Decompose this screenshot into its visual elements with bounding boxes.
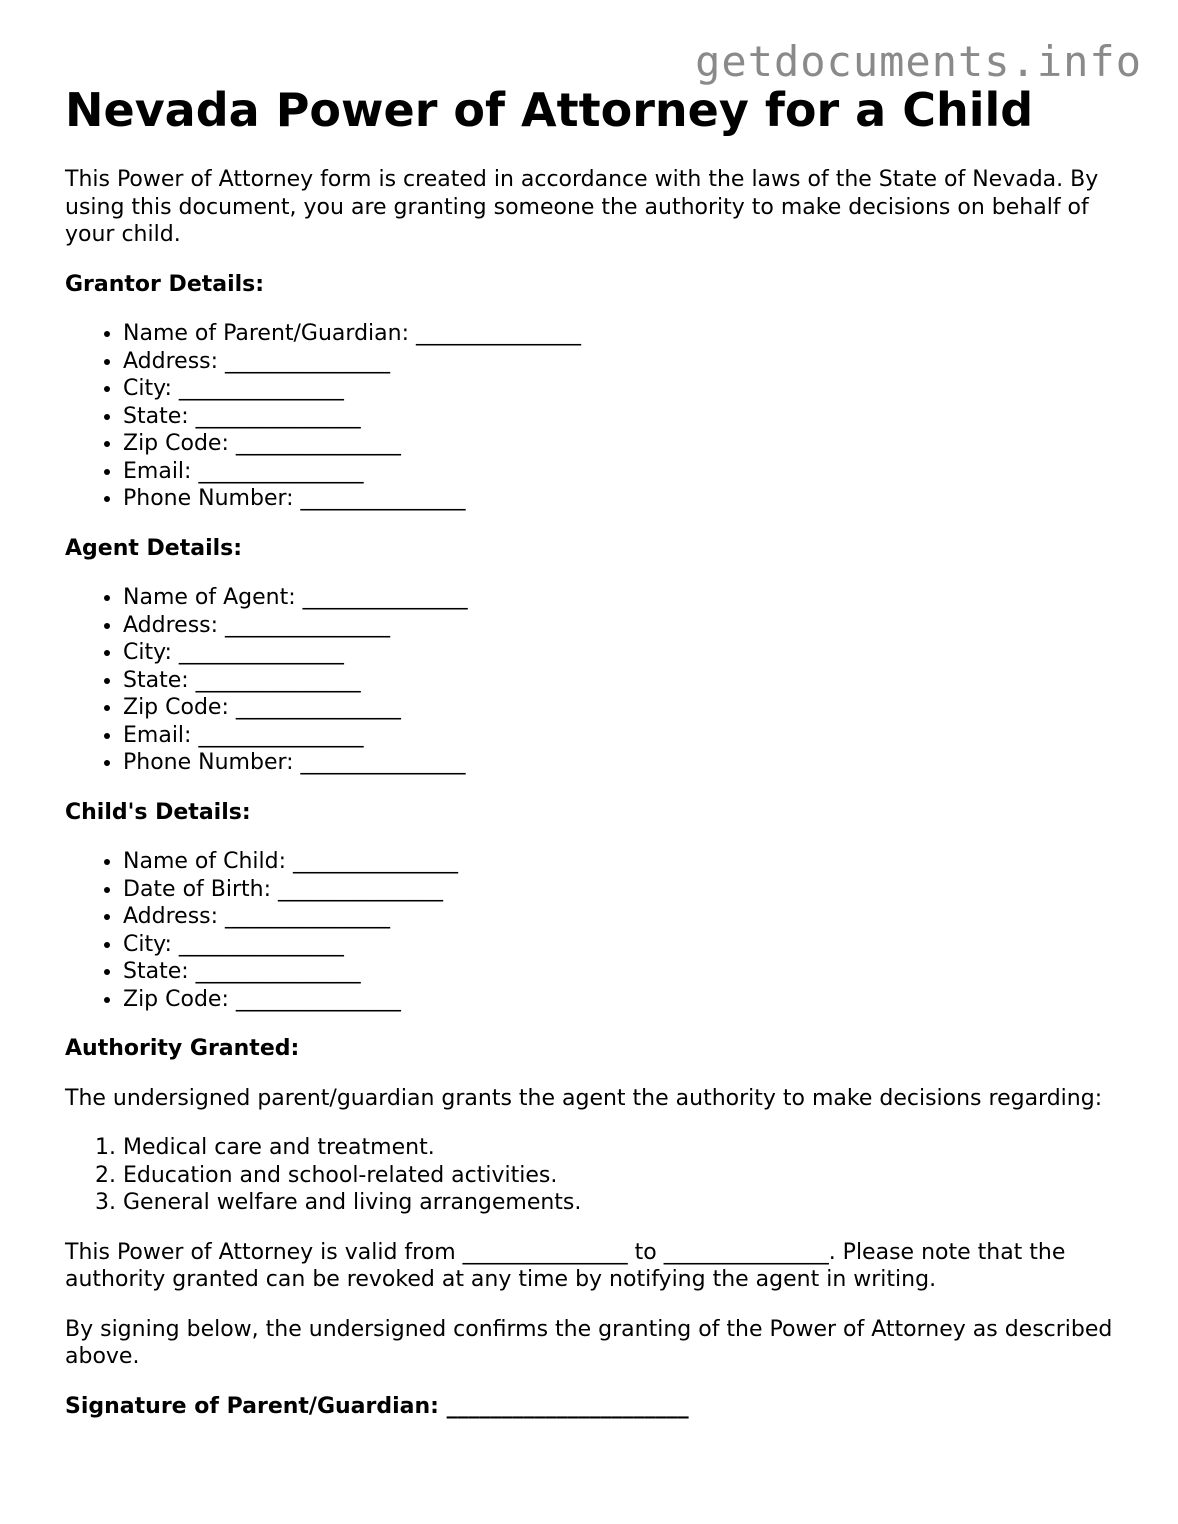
grantor-heading: Grantor Details:	[65, 271, 265, 297]
grantor-field-state: • State: _______________	[123, 403, 1135, 431]
grantor-field-parent-name: • Name of Parent/Guardian: _______________	[123, 320, 1135, 348]
grantor-field-email: • Email: _______________	[123, 458, 1135, 486]
agent-field-zip: • Zip Code: _______________	[123, 694, 1135, 722]
agent-field-name: • Name of Agent: _______________	[123, 584, 1135, 612]
child-field-zip: • Zip Code: _______________	[123, 986, 1135, 1014]
authority-item-medical: 1. Medical care and treatment.	[123, 1134, 1135, 1162]
grantor-fields-list	[65, 320, 1135, 513]
authority-item-welfare: 3. General welfare and living arrangements.	[123, 1189, 1135, 1217]
authority-heading: Authority Granted:	[65, 1036, 300, 1061]
agent-field-state: • State: _______________	[123, 667, 1135, 695]
agent-fields-list	[65, 584, 1135, 777]
agent-field-phone: • Phone Number: _______________	[123, 749, 1135, 777]
agent-heading: Agent Details:	[65, 535, 243, 561]
validity-paragraph: This Power of Attorney is valid from _______________ to _______________. Please note that the authority granted can be revoked at any time by notifying the agent in writing.	[65, 1239, 1066, 1292]
authority-paragraph: The undersigned parent/guardian grants the agent the authority to make decisions regarding:	[65, 1085, 1103, 1111]
agent-field-address: • Address: _______________	[123, 612, 1135, 640]
signature-line: Signature of Parent/Guardian: ______________________	[65, 1393, 689, 1419]
document-title: Nevada Power of Attorney for a Child	[65, 83, 1034, 137]
agent-field-email: • Email: _______________	[123, 722, 1135, 750]
child-heading: Child's Details:	[65, 799, 251, 825]
authority-items-list	[65, 1134, 1135, 1217]
grantor-field-phone: • Phone Number: _______________	[123, 485, 1135, 513]
document-body	[65, 80, 1135, 1420]
child-field-name: • Name of Child: _______________	[123, 848, 1135, 876]
confirmation-paragraph: By signing below, the undersigned confirms the granting of the Power of Attorney as described above.	[65, 1316, 1113, 1369]
intro-paragraph: This Power of Attorney form is created in accordance with the laws of the State of Nevada. By using this document, you are granting someone the authority to make decisions on behalf of your child.	[65, 167, 1099, 247]
agent-field-city: • City: _______________	[123, 639, 1135, 667]
grantor-field-address: • Address: _______________	[123, 348, 1135, 376]
child-field-dob: • Date of Birth: _______________	[123, 876, 1135, 904]
grantor-field-zip: • Zip Code: _______________	[123, 430, 1135, 458]
child-field-state: • State: _______________	[123, 958, 1135, 986]
watermark: getdocuments.info	[695, 37, 1142, 86]
grantor-field-city: • City: _______________	[123, 375, 1135, 403]
child-field-city: • City: _______________	[123, 931, 1135, 959]
child-fields-list	[65, 848, 1135, 1013]
child-field-address: • Address: _______________	[123, 903, 1135, 931]
authority-item-education: 2. Education and school-related activities.	[123, 1162, 1135, 1190]
